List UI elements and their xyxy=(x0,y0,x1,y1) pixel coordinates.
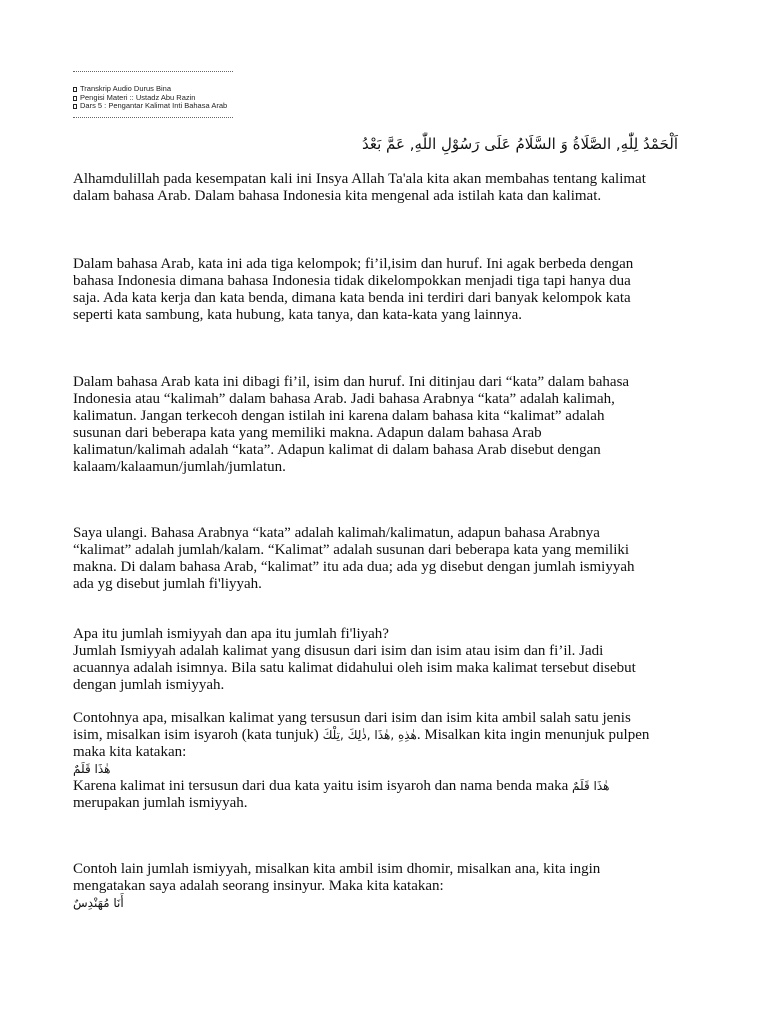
bullet-icon xyxy=(73,87,77,92)
opening-arabic: اَلْحَمْدُ لِلّٰهِ, الصَّلَاةُ وَ السَّلَامُ عَلَى رَسُوْلِ اللّٰهِ, عَمَّ بَعْدُ xyxy=(362,135,678,153)
header-meta xyxy=(73,85,227,111)
reason-line: Karena kalimat ini tersusun dari dua kata yaitu isim isyaroh dan nama benda maka هٰذَا قَلَمٌ xyxy=(73,778,610,794)
meta-line-speaker: Pengisi Materi :: Ustadz Abu Razin xyxy=(73,94,227,103)
bullet-icon xyxy=(73,104,77,109)
example-arabic-hadza-qalam: هٰذَا قَلَمٌ xyxy=(73,762,111,776)
meta-line-source: Transkrip Audio Durus Bina xyxy=(73,85,227,94)
isyaroh-arabic: هٰذِهِ ,هٰذَا ,ذٰلِكَ ,تِلْكَ xyxy=(322,728,417,742)
paragraph-word-groups: Dalam bahasa Arab, kata ini ada tiga kelompok; fi’il,isim dan huruf. Ini agak berbeda dengan bahasa Indonesia dimana bahasa Indonesia tidak dikelompokkan menjadi tiga tapi hanya dua saja. Ada kata kerja dan kata benda, dimana kata benda ini terdiri dari banyak kelompok kata seperti kata sambung, kata hubung, kata tanya, dan kata-kata yang lainnya. xyxy=(73,256,634,323)
meta-line-lesson: Dars 5 : Pengantar Kalimat Inti Bahasa Arab xyxy=(73,102,227,111)
paragraph-example-isyaroh: Contohnya apa, misalkan kalimat yang tersusun dari isim dan isim kita ambil salah satu jenis isim, misalkan isim isyaroh (kata tunjuk) هٰذِهِ ,هٰذَا ,ذٰلِكَ ,تِلْكَ. Misalkan kita ingin menunjuk pulpen maka kita katakan: هٰذَا قَلَمٌ Karena kalimat ini tersusun dari dua kata yaitu isim isyaroh dan nama benda maka هٰذَا قَلَمٌ merupakan jumlah ismiyyah. xyxy=(73,710,673,812)
paragraph-jumlah-ismiyyah: Apa itu jumlah ismiyyah dan apa itu jumlah fi'liyah? Jumlah Ismiyyah adalah kalimat yang disusun dari isim dan isim atau isim dan fi’il. Jadi acuannya adalah isimnya. Bila satu kalimat didahului oleh isim maka kalimat tersebut disebut dengan jumlah ismiyyah. xyxy=(73,626,636,693)
inline-arabic-hadza-qalam: هٰذَا قَلَمٌ xyxy=(572,779,610,793)
separator-bottom xyxy=(73,117,233,119)
paragraph-kalimah: Dalam bahasa Arab kata ini dibagi fi’il, isim dan huruf. Ini ditinjau dari “kata” dalam bahasa Indonesia atau “kalimah” dalam bahasa Arab. Jadi bahasa Arabnya “kata” adalah kalimah, kalimatun. Jangan terkecoh dengan istilah ini karena dalam bahasa kita “kalimat” adalah susunan dari beberapa kata yang memiliki makna. Adapun dalam bahasa Arab kalimatun/kalimah adalah “kata”. Adapun kalimat di dalam bahasa Arab disebut dengan kalaam/kalaamun/jumlah/jumlatun. xyxy=(73,374,630,475)
separator-top xyxy=(73,71,233,73)
isyaroh-line: isim, misalkan isim isyaroh (kata tunjuk) هٰذِهِ ,هٰذَا ,ذٰلِكَ ,تِلْكَ. Misalkan kita ingin menunjuk pulpen xyxy=(73,727,650,743)
example-arabic-ana-muhandis: أَنَا مُهَنْدِسٌ xyxy=(73,896,124,910)
paragraph-repeat: Saya ulangi. Bahasa Arabnya “kata” adalah kalimah/kalimatun, adapun bahasa Arabnya “kalimat” adalah jumlah/kalam. “Kalimat” adalah susunan dari beberapa kata yang memiliki makna. Di dalam bahasa Arab, “kalimat” itu ada dua; ada yg disebut dengan jumlah ismiyyah ada yg disebut jumlah fi'liyyah. xyxy=(73,525,635,592)
paragraph-intro: Alhamdulillah pada kesempatan kali ini Insya Allah Ta'ala kita akan membahas tentang kalimat dalam bahasa Arab. Dalam bahasa Indonesia kita mengenal ada istilah kata dan kalimat. xyxy=(73,171,646,204)
paragraph-example-dhomir: Contoh lain jumlah ismiyyah, misalkan kita ambil isim dhomir, misalkan ana, kita ingin mengatakan saya adalah seorang insinyur. Maka kita katakan: أَنَا مُهَنْدِسٌ xyxy=(73,861,673,912)
bullet-icon xyxy=(73,96,77,101)
